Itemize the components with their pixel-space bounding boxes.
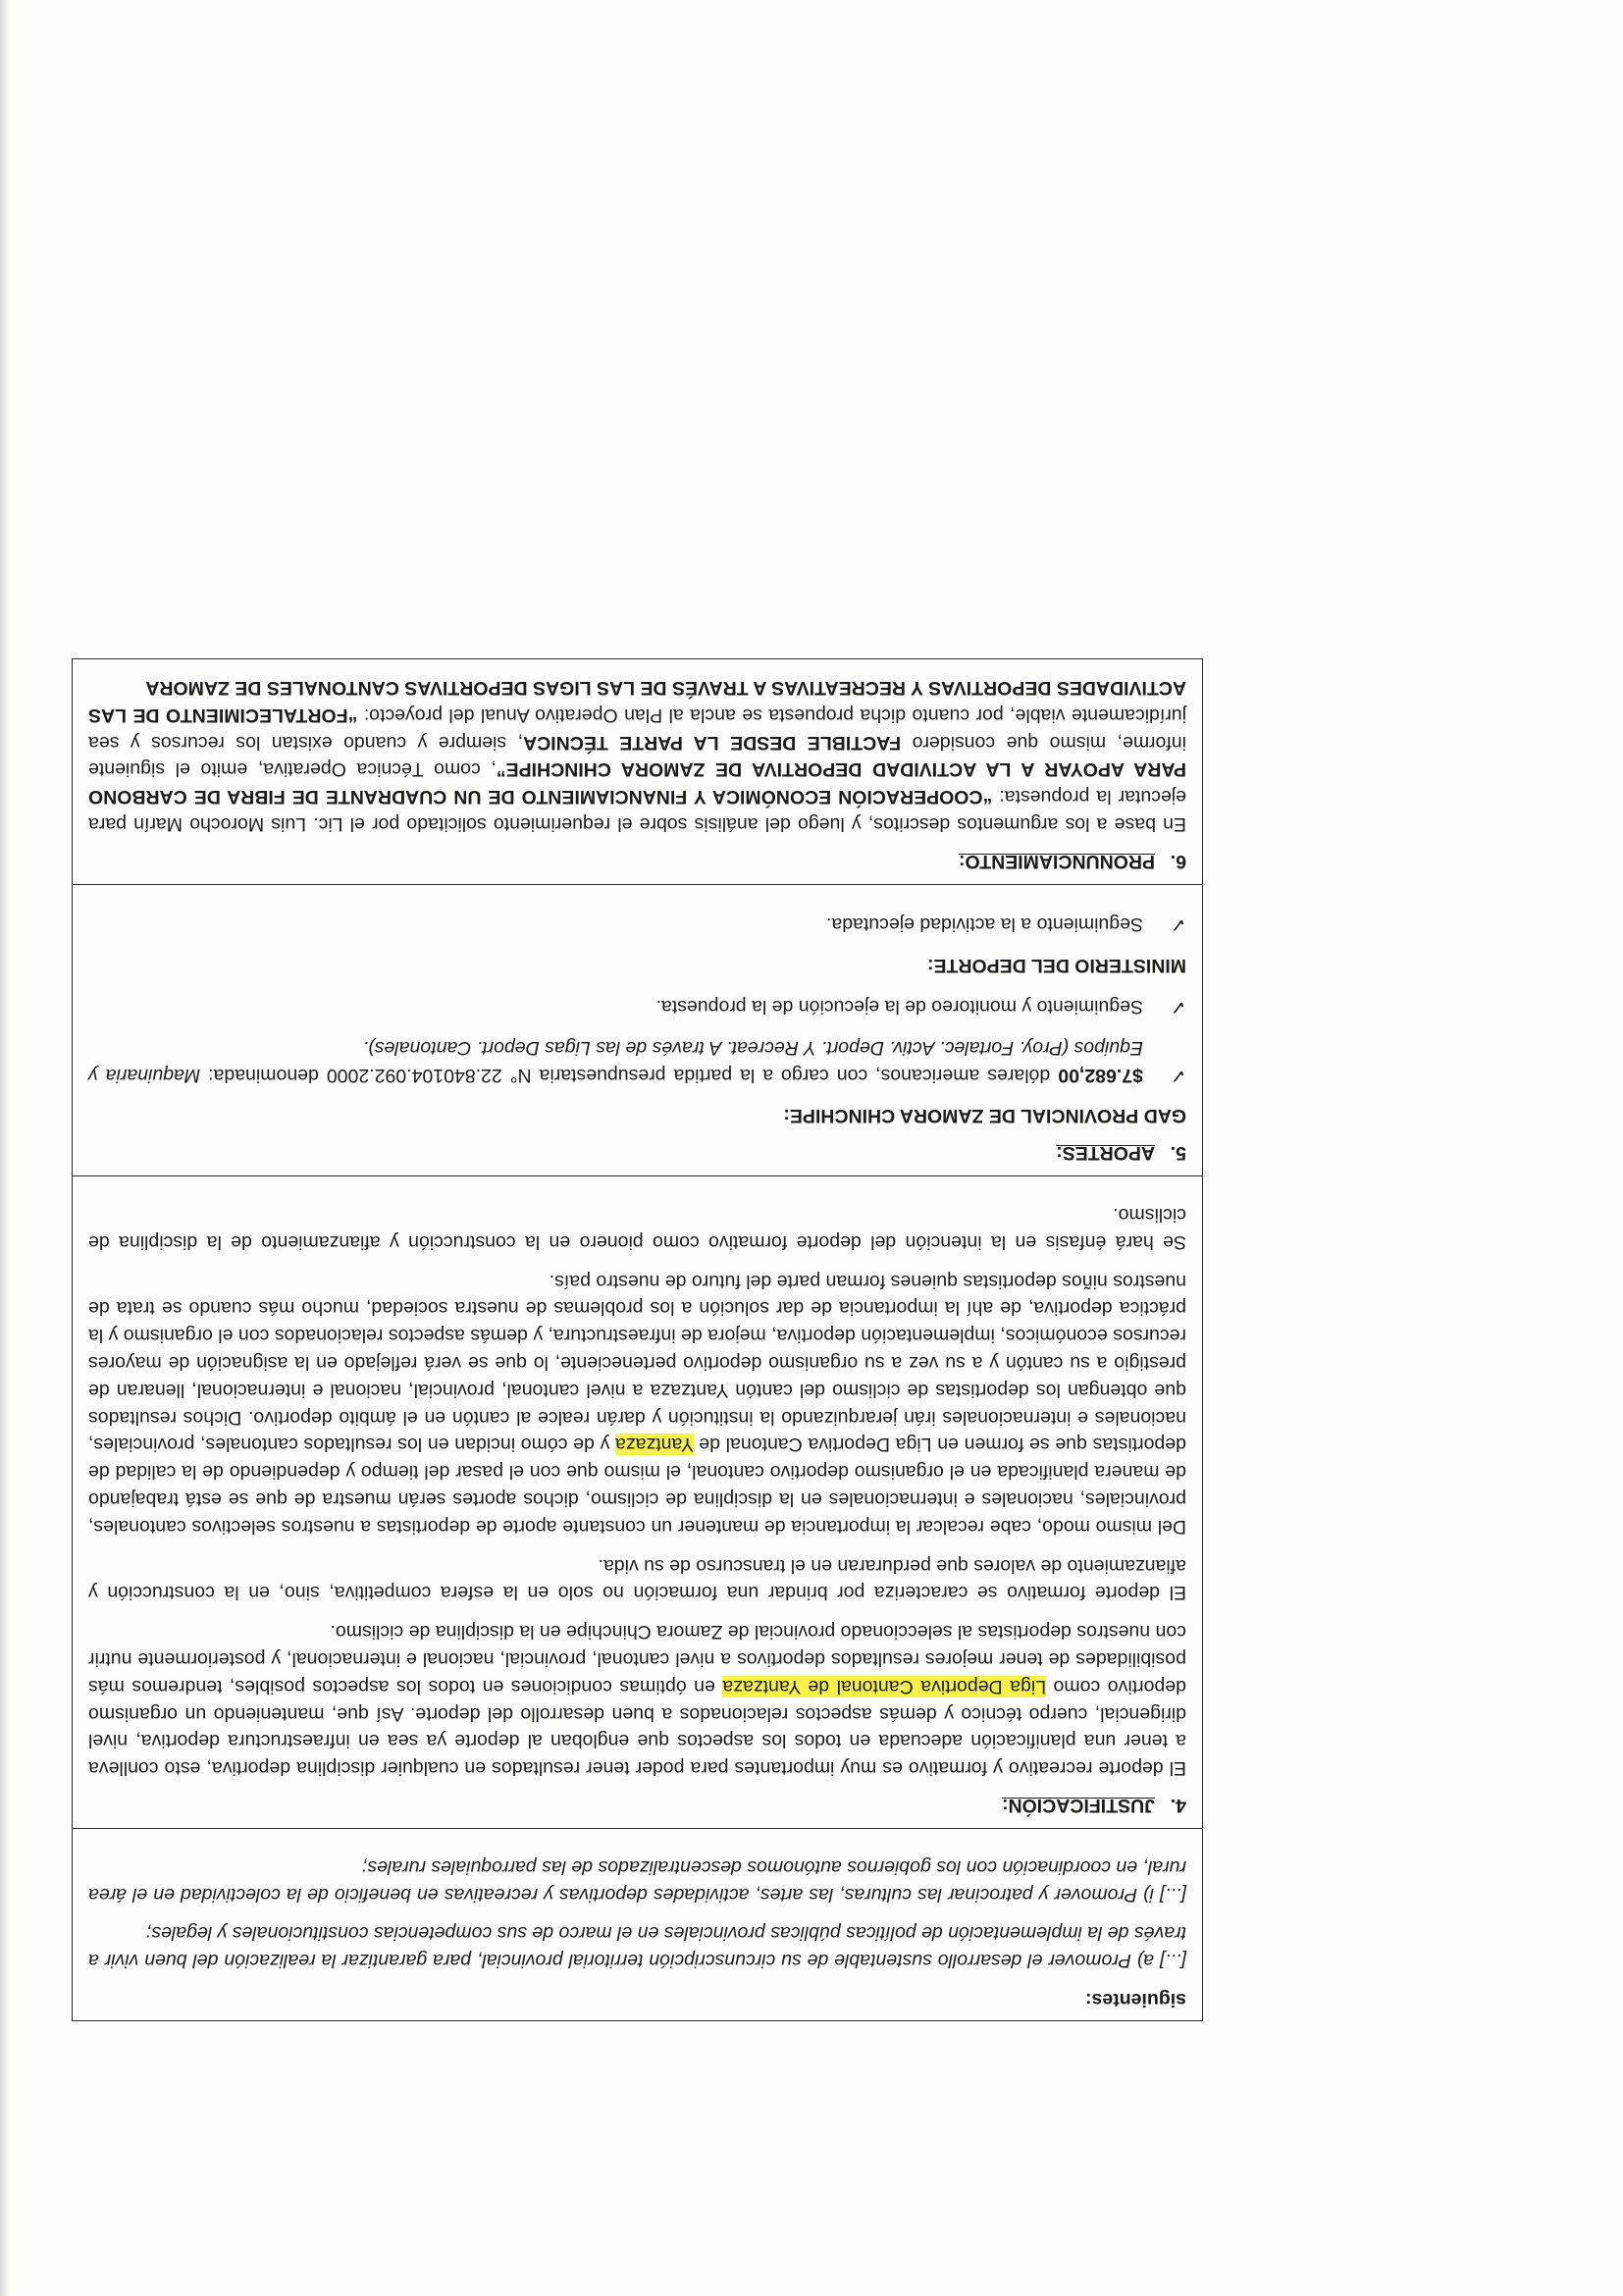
justification-paragraph-1	[88, 1617, 1186, 1781]
contribution-text: Seguimiento y monitoreo de la ejecución de la propuesta.	[655, 996, 1143, 1018]
section-pronunciamiento	[73, 659, 1202, 885]
text-run: y de cómo incidan en los resultados cantonales, provinciales, nacionales e internacionales irán jerarquizando la institución y darán realce al cantón en el ámbito deportivo. Dichos resultados que obtengan los deportistas de ciclismo del cantón Yantzaza a nivel cantonal, provincial, nacional e internacional, llenaran de prestigio a su cantón y a su vez a su organismo deportivo perteneciente, lo que se verá reflejado en la asignación de mayores recursos económicos, implementación deportiva, mejora de infraestructura, y demás aspectos relacionados con el organismo y la práctica deportiva, de ahí la importancia de dar solución a los problemas de nuestra sociedad, mucho más cuando se trata de nuestros niños deportistas quienes forman parte del futuro de nuestro país.	[88, 1270, 1186, 1456]
project-title: “FORTALECIMIENTO DE LAS ACTIVIDADES DEPORTIVAS Y RECREATIVAS A TRAVÉS DE LAS LIGAS DEPORTIVAS CANTONALES DE ZAMORA	[88, 676, 1186, 726]
contribution-item	[88, 992, 1186, 1019]
feasibility-verdict: FACTIBLE DESDE LA PARTE TÉCNICA	[523, 731, 902, 754]
contribution-item	[88, 911, 1186, 938]
highlighted-text: Yantzaza	[615, 1434, 694, 1456]
checkmark-icon: ✓	[1170, 996, 1186, 1018]
budget-line-name: Maquinaria y Equipos (Proy. Fortalec. Activ. Deport. Y Recreat. A través de las Ligas Deport. Cantonales).	[87, 1036, 1143, 1086]
text-run: En base a los argumentos descritos, y luego del análisis sobre el requerimiento solicitado por el Lic. Luis Morocho Marín para ejecutar la propuesta:	[88, 786, 1186, 835]
section-heading	[88, 847, 1186, 874]
proposal-title: “COOPERACIÓN ECONÓMICA Y FINANCIAMIENTO DE UN CUADRANTE DE FIBRA DE CARBONO PARA APOYAR A LA ACTIVIDAD DEPORTIVA DE ZAMORA CHINCHIPE”	[87, 758, 1186, 809]
text-run: El deporte recreativo y formativo es muy importantes para poder tener resultados en cualquier disciplina deportiva, esto conlleva a tener una planificación adecuada en todos los aspectos que engloban al deporte ya sea en infraestructura deportiva, nivel dirigencial, cuerpo técnico y demás aspectos relacionados a buen desarrollo del deporte. Así que, manteniendo un organismo deportivo como	[88, 1675, 1186, 1780]
section-aportes	[73, 885, 1202, 1177]
section-number: 4.	[1170, 1795, 1186, 1817]
checkmark-icon: ✓	[1170, 1064, 1186, 1086]
amount: $7.682,00	[1058, 1064, 1143, 1086]
contribution-text: Seguimiento a la actividad ejecutada.	[825, 913, 1143, 936]
text-run: , como Técnica Operativa, emito el siguiente informe, mismo que considero	[88, 731, 1186, 781]
ministry-heading: MINISTERIO DEL DEPORTE:	[927, 955, 1186, 977]
section-number: 6.	[1170, 850, 1186, 872]
justification-paragraph-2: El deporte formativo se caracteriza por brindar una formación no solo en la esfera competitiva, sino, en la construcción y afianzamiento de valores que perduraran en el transcurso de su vida.	[88, 1554, 1186, 1604]
justification-paragraph-3	[88, 1267, 1186, 1539]
section-title: APORTES:	[1056, 1142, 1155, 1165]
section-heading	[88, 1791, 1186, 1818]
legal-quote-i: [...] i) Promover y patrocinar las culturas, las artes, actividades deportivas y recreativas en beneficio de la colectividad en el área rural, en coordinación con los gobiernos autónomos descentralizados de las parroquiales rurales;	[88, 1855, 1186, 1905]
section-legal-basis	[73, 1829, 1202, 2020]
legal-quote-a: [...] a) Promover el desarrollo sustentable de su circunscripción territorial provincial, para garantizar la realización del buen vivir a través de la implementación de políticas públicas provinciales en el marco de sus competencias constitucionales y legales;	[88, 1922, 1186, 1972]
checkmark-icon: ✓	[1170, 913, 1186, 936]
highlighted-text: Liga Deportiva Cantonal de Yantzaza	[722, 1675, 1047, 1697]
section-number: 5.	[1170, 1142, 1186, 1165]
contribution-item	[88, 1033, 1186, 1088]
text-run: , siempre y cuando existan los recursos y sea jurídicamente viable, por cuanto dicha propuesta se ancla al Plan Operativo Anual del proyecto:	[88, 704, 1186, 754]
contribution-text	[88, 1033, 1143, 1088]
section-heading	[88, 1138, 1186, 1166]
section-title: PRONUNCIAMIENTO:	[958, 850, 1155, 872]
section-justificacion	[73, 1176, 1202, 1829]
justification-paragraph-4: Se hará énfasis en la intención del deporte formativo como pionero en la construcción y afianzamiento de la disciplina de ciclismo.	[88, 1204, 1186, 1253]
lead-text: siguientes:	[1085, 1989, 1186, 2010]
text-run: en óptimas condiciones en todos los aspectos posibles, tendremos más posibilidades de tener mejores resultados deportivos a nivel cantonal, provincial, nacional e internacional, y posteriormente nutrir con nuestros deportistas al seleccionado provincial de Zamora Chinchipe en la disciplina de ciclismo.	[88, 1621, 1186, 1697]
report-table	[72, 658, 1203, 2021]
pronouncement-paragraph	[88, 673, 1186, 837]
gad-heading: GAD PROVINCIAL DE ZAMORA CHINCHIPE:	[783, 1105, 1186, 1127]
text-run: dólares americanos, con cargo a la partida presupuestaria N° 22.840104.092.2000 denominada:	[200, 1064, 1059, 1086]
section-title: JUSTIFICACIÓN:	[1002, 1795, 1155, 1817]
text-run: Del mismo modo, cabe recalcar la importancia de mantener un constante aporte de deportistas a nuestros selectivos cantonales, provinciales, nacionales e internacionales en la disciplina de ciclismo, dichos aportes serán muestra de que se está trabajando de manera planificada en el organismo deportivo cantonal, el mismo que con el pasar del tiempo y dependiendo de la calidad de deportistas que se formen en Liga Deportiva Cantonal de	[88, 1434, 1186, 1538]
